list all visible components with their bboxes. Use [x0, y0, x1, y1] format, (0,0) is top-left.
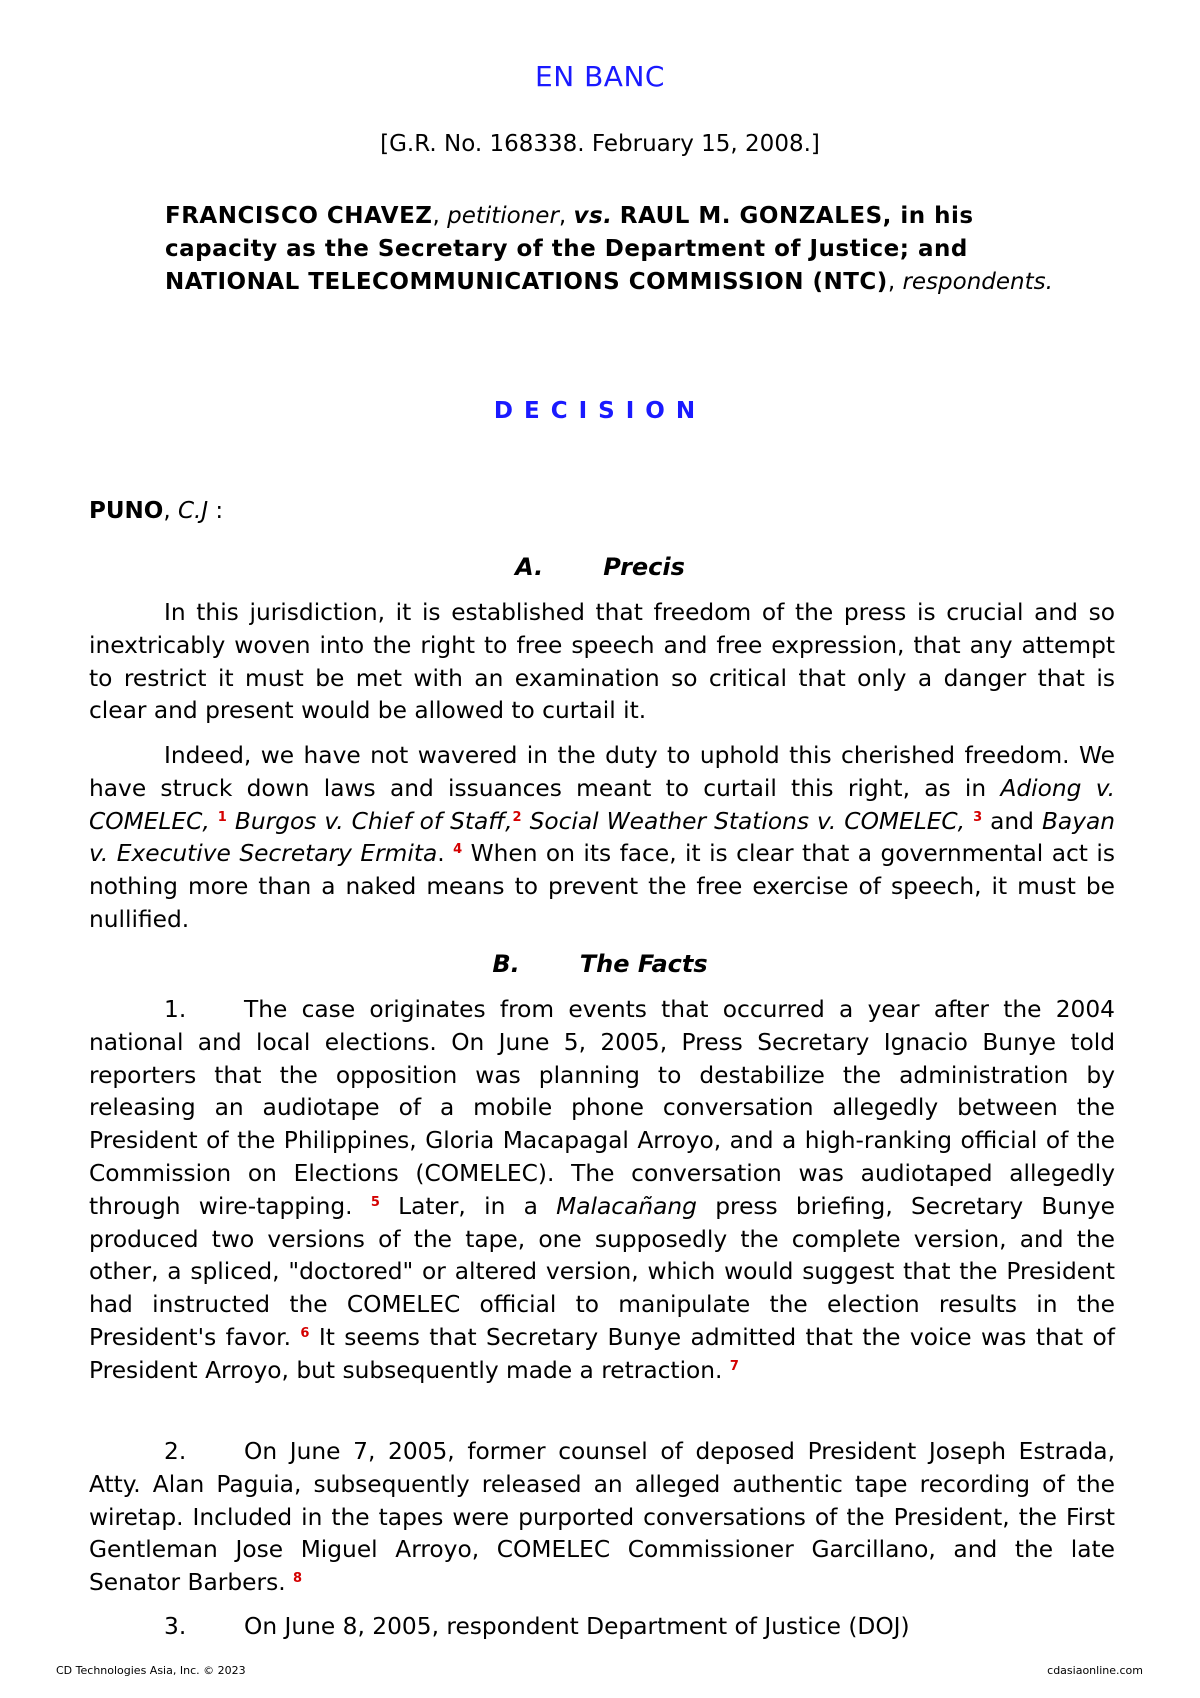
versus: vs.: [573, 203, 613, 229]
petitioner-role: petitioner: [447, 203, 559, 229]
footnote-ref[interactable]: 4: [453, 842, 463, 858]
respondent-role: respondents.: [902, 269, 1053, 295]
paragraph-text: and: [982, 807, 1042, 835]
case-parties: FRANCISCO CHAVEZ, petitioner, vs. RAUL M. GONZALES, in his capacity as the Secretary of the Department of Justice; and NATIONAL TELECOMMUNICATIONS COMMISSION (NTC), respondents.: [165, 203, 1053, 295]
section-title: Precis: [603, 553, 685, 581]
court-heading: EN BANC: [535, 60, 665, 93]
footnote-ref[interactable]: 8: [293, 1571, 303, 1587]
paragraph-number: 3.: [164, 1613, 187, 1640]
ponente-name: PUNO: [89, 498, 164, 524]
footnote-ref[interactable]: 1: [217, 809, 227, 825]
paragraph-text: It seems that Secretary Bunye admitted that the voice was that of President Arroyo, but subsequently made a retraction.: [89, 1323, 1116, 1384]
case-citation: Social Weather Stations v. COMELEC,: [529, 807, 966, 835]
section-letter: A.: [515, 553, 544, 581]
paragraph-precis-2: [89, 740, 1115, 937]
paragraph-precis-1: [89, 597, 1115, 728]
section-letter: B.: [492, 950, 520, 978]
footnote-ref[interactable]: 3: [973, 809, 983, 825]
footer-copyright: CD Technologies Asia, Inc. © 2023: [56, 1664, 246, 1677]
paragraph-text: .: [437, 840, 445, 868]
case-citation: Adiong v. COMELEC,: [89, 774, 1116, 835]
paragraph-text: Indeed, we have not wavered in the duty to uphold this cherished freedom. We have struck down laws and issuances meant to curtail this right, as in: [89, 742, 1115, 802]
paragraph-text: Later, in a: [379, 1192, 557, 1220]
footnote-ref[interactable]: 2: [512, 809, 522, 825]
case-number: [G.R. No. 168338. February 15, 2008.]: [380, 131, 820, 157]
paragraph-text: In this jurisdiction, it is established that freedom of the press is crucial and so inextricably woven into the right to free speech and free expression, that any attempt to restrict it must be met with an examination so critical that only a danger that is clear and present would be allowed to curtail it.: [89, 599, 1115, 725]
paragraph-number: 1.: [164, 996, 187, 1023]
ponente-title: C.J: [177, 498, 209, 524]
decision-title: DECISION: [493, 398, 707, 424]
paragraph-fact-3: [89, 1611, 1115, 1644]
section-heading-precis: [0, 553, 1200, 581]
place-name: Malacañang: [556, 1192, 697, 1220]
paragraph-text: On June 8, 2005, respondent Department of Justice (DOJ): [244, 1613, 910, 1640]
paragraph-text: On June 7, 2005, former counsel of deposed President Joseph Estrada, Atty. Alan Paguia, subsequently released an alleged authentic tape recording of the wiretap. Included in the tapes were purported conversations of the President, the First Gentleman Jose Miguel Arroyo, COMELEC Commissioner Garcillano, and the late Senator Barbers.: [89, 1438, 1115, 1597]
footnote-ref[interactable]: 7: [729, 1358, 739, 1374]
paragraph-fact-1: [89, 994, 1115, 1388]
footer-website[interactable]: cdasiaonline.com: [1047, 1664, 1143, 1677]
paragraph-text: When on its face, it is clear that a governmental act is nothing more than a naked means to prevent the free exercise of speech, it must be nullified.: [89, 840, 1115, 933]
section-heading-facts: [0, 950, 1200, 978]
ponente: PUNO, C.J :: [89, 498, 224, 524]
case-citation: Burgos v. Chief of Staff,: [234, 807, 513, 835]
footnote-ref[interactable]: 5: [370, 1194, 380, 1210]
section-title: The Facts: [579, 950, 708, 978]
respondent-names: RAUL M. GONZALES, in his capacity as the Secretary of the Department of Justice; and NATIONAL TELECOMMUNICATIONS COMMISSION (NTC): [165, 203, 974, 295]
petitioner-name: FRANCISCO CHAVEZ: [165, 203, 433, 229]
paragraph-number: 2.: [164, 1438, 187, 1465]
paragraph-fact-2: [89, 1436, 1115, 1600]
case-citation: Bayan v. Executive Secretary Ermita: [89, 807, 1116, 868]
paragraph-text: The case originates from events that occurred a year after the 2004 national and local elections. On June 5, 2005, Press Secretary Ignacio Bunye told reporters that the opposition was planning to destabilize the administration by releasing an audiotape of a mobile phone conversation allegedly between the President of the Philippines, Gloria Macapagal Arroyo, and a high-ranking official of the Commission on Elections (COMELEC). The conversation was audiotaped allegedly through wire-tapping.: [89, 996, 1115, 1220]
footnote-ref[interactable]: 6: [300, 1325, 310, 1341]
paragraph-text: press briefing, Secretary Bunye produced two versions of the tape, one supposedly the complete version, and the other, a spliced, "doctored" or altered version, which would suggest that the President had instructed the COMELEC official to manipulate the election results in the President's favor.: [89, 1192, 1115, 1351]
